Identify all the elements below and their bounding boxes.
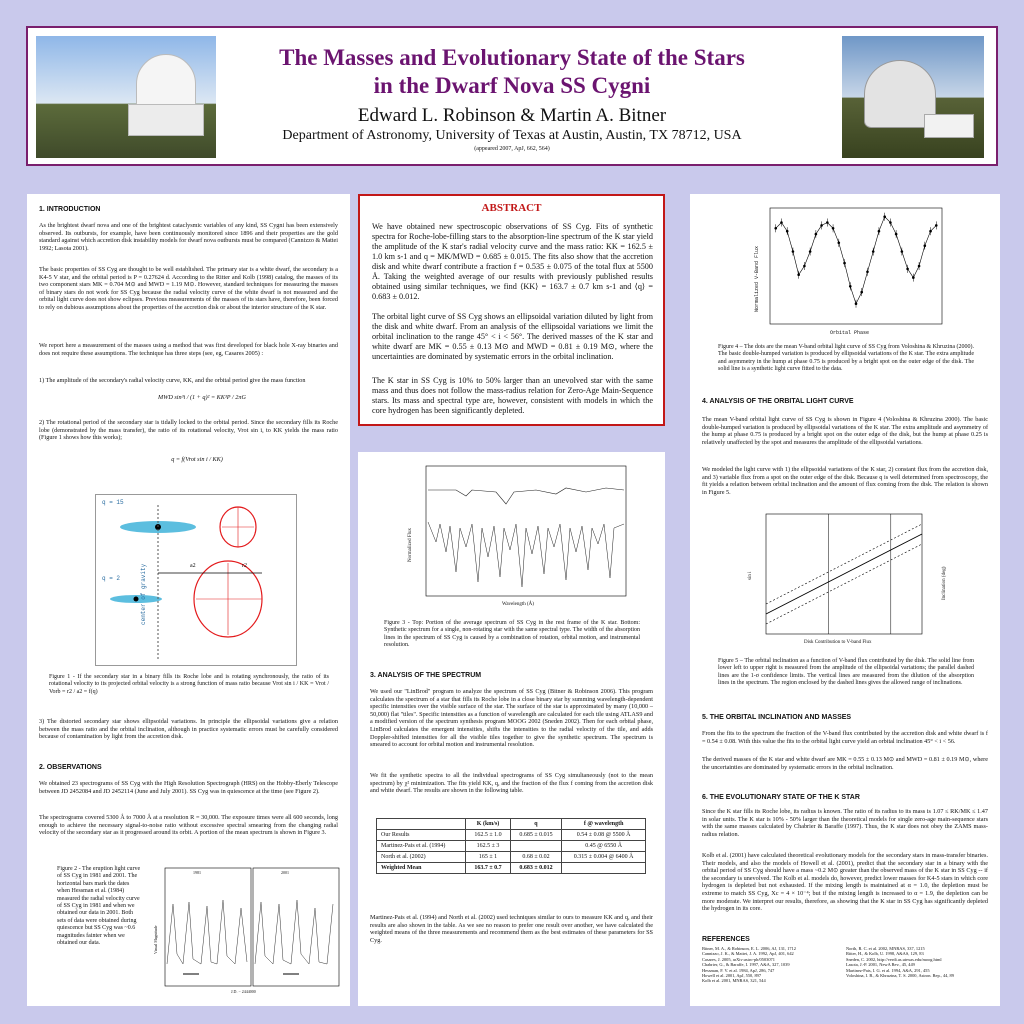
table-row: Our Results 162.5 ± 1.0 0.685 ± 0.015 0.54 ± 0.08 @ 5500 Å: [377, 830, 646, 841]
abstract-paragraph-1: We have obtained new spectroscopic observations of SS Cyg. Fits of synthetic spectra for Roche-lobe-filling stars to the absorption-line spectrum of the K star yield the amplitude of the K star's radial velocity curve and the mass ratio: KK = 162.5 ± 1.0 km s-1 and q = MK/MWD = 0.685 ± 0.015. The fits also show that the accretion disk and white dwarf contribute a fraction f = 0.535 ± 0.075 of the total flux at 5500 Å. Taking the weighted average of our results with previously published results obtained using similar techniques, we find ⟨KK⟩ = 163.7 ± 0.7 km s-1 and ⟨q⟩ = 0.683 ± 0.012.: [372, 222, 653, 301]
fig2-x-axis-label: J.D. − 2444000: [231, 989, 256, 994]
references-heading: REFERENCES: [702, 936, 750, 943]
light-curve-heading: 4. ANALYSIS OF THE ORBITAL LIGHT CURVE: [702, 398, 854, 405]
poster-title-line1: The Masses and Evolutionary State of the Stars: [279, 45, 745, 70]
poster-title-line2: in the Dwarf Nova SS Cygni: [373, 73, 651, 98]
middle-column-panel: [358, 452, 665, 1006]
telescope-photo-right: [842, 36, 984, 158]
fig4-model-curve: [776, 217, 937, 304]
fig4-y-axis-label: Normalized V-Band Flux: [754, 245, 760, 312]
fig4-x-axis-label: Orbital Phase: [830, 330, 870, 336]
reference-item: Bitner, M. A., & Robinson, E. L. 2006, AJ, 131, 1712: [702, 946, 796, 951]
appeared-note: (appeared 2007, ApJ, 662, 564): [474, 146, 550, 152]
fig5-confidence-line: [766, 544, 922, 624]
header-banner: [26, 26, 998, 166]
fig3-x-axis-label: Wavelength (Å): [502, 602, 534, 607]
figure-2-caption: Figure 2 - The eruption light curve of SS Cyg in 1981 and 2001. The horizontal bars mark the dates when Hessman et al. (1984) measured the radial velocity curve of SS Cyg in 1981 and when we obtained our data in 2001. Both sets of data were obtained during quiescence but SS Cyg was ~0.6 magnitudes fainter when we obtained our data.: [57, 866, 141, 947]
table-row: Weighted Mean 163.7 ± 0.7 0.683 ± 0.012: [377, 863, 646, 874]
fig2-y-axis-label: Visual Magnitude: [153, 925, 158, 954]
reference-item: Ritter, H., & Kolb, U. 1998, A&AS, 129, 83: [846, 951, 924, 957]
reference-item: Sneden, C. 2002, http://verdi.as.utexas.edu/moog.html: [846, 956, 942, 962]
evolution-paragraph-2: Kolb et al. (2001) have calculated theoretical evolutionary models for the secondary stars in mass-transfer binaries. Their models, and also the models of Howell et al. (2001), predict that the secondary star in a binary with the orbital period of SS Cyg should have a mass ~0.2 M⊙ greater than the observed mass of the K star in SS Cyg -- if the secondary is unevolved. The Kolb et al. models do, however, predict lower masses for K4-5 stars in which core hydrogen is depleted but not exhausted. If the mixing length is maintained at α = 1.0, the depletion must be extreme to match SS Cyg, Xc = 4 × 10⁻⁴; but if the mixing length is increased to α = 1.9, the depletion can be more moderate. We interpret our results, therefore, as showing that the K star in SS Cyg has significantly depleted the hydrogen in its core.: [702, 852, 988, 913]
table-header: q: [510, 819, 562, 830]
reference-item: Hessman, F. V. et al. 1984, ApJ, 286, 747: [702, 967, 775, 973]
fig2-year-2001: 2001: [281, 870, 289, 875]
observations-heading: 2. OBSERVATIONS: [39, 764, 102, 771]
figure-3-caption: Figure 3 - Top: Portion of the average spectrum of SS Cyg in the rest frame of the K star. Bottom: Synthetic spectrum for a single, non-rotating star with the same spectral type. The width of the absorption lines in the spectrum of SS Cyg is caused by a combination of rotation, orbital motion, and instrumental resolution.: [384, 620, 640, 649]
reference-item: Casares, J. 2005, arXiv:astro-ph/0503071: [702, 956, 775, 962]
inclination-figure: [746, 510, 956, 650]
q2-label: q = 2: [102, 575, 121, 582]
reference-item: Howell et al. 2001, ApJ, 550, 897: [702, 973, 762, 979]
fig5-y-axis-left-label: sin i: [748, 571, 753, 580]
roche-lobe-figure: [95, 494, 297, 666]
spectrum-figure: [406, 462, 634, 612]
inclination-heading: 5. THE ORBITAL INCLINATION AND MASSES: [702, 714, 852, 721]
references-column-2: [846, 946, 992, 978]
table-header: [377, 819, 466, 830]
table-header: f @ wavelength: [562, 819, 646, 830]
figure-4-caption: Figure 4 – The dots are the mean V-band orbital light curve of SS Cyg from Voloshina & Khruzina (2000). The basic double-humped variation is produced by ellipsoidal variations of the K star. The extra amplitude and asymmetry in the hump at phase 0.75 is produced by a bright spot on the outer edge of the disk. The solid line is a synthetic light curve fitted to the data.: [718, 344, 974, 373]
abstract-heading: ABSTRACT: [481, 202, 542, 214]
results-table: [376, 818, 646, 874]
abstract-paragraph-2: The orbital light curve of SS Cyg shows an ellipsoidal variation diluted by light from the disk and white dwarf. From an analysis of the ellipsoidal variations we limit the orbital inclination to the range 45° < i < 56°. The derived masses of the K star and white dwarf are MK = 0.55 ± 0.13 M⊙ and MWD = 0.81 ± 0.19 M⊙, where the uncertainties are dominated by systematic errors in the orbital inclination.: [372, 312, 653, 361]
intro-heading: 1. INTRODUCTION: [39, 206, 101, 213]
left-column-panel: [27, 194, 350, 1006]
inclination-paragraph-2: The derived masses of the K star and white dwarf are MK = 0.55 ± 0.13 M⊙ and MWD = 0.81 ± 0.19 M⊙, where the uncertainties are dominated by systematic errors in the orbital inclination.: [702, 756, 988, 771]
reference-item: Kolb et al. 2001, MNRAS, 321, 544: [702, 978, 766, 984]
fig2-year-1981: 1981: [193, 870, 201, 875]
observations-paragraph-2: The spectrograms covered 5300 Å to 7000 Å at a resolution R = 30,000. The exposure times were all 600 seconds, long enough to achieve the necessary signal-to-noise ratio without excessive spectral smearing from the changing radial velocity of the secondary star as it progressed around its orbit. A portion of the mean spectrum is shown in Figure 3.: [39, 814, 338, 837]
department: Department of Astronomy, University of Texas at Austin, Austin, TX 78712, USA: [282, 128, 742, 143]
orbital-light-curve-figure: [750, 202, 950, 342]
fig5-plot: [746, 510, 956, 650]
observations-paragraph-1: We obtained 23 spectrograms of SS Cyg with the High Resolution Spectrograph (HRS) on the Hobby-Eberly Telescope between JD 2452084 and JD 2452114 (June and July 2001). SS Cyg was in quiescence at the time (see Figure 2).: [39, 780, 338, 795]
reference-item: Cannizzo, J. K., & Mattei, J. A. 1992, ApJ, 401, 642: [702, 951, 794, 957]
fig4-plot: [750, 202, 950, 342]
authors: Edward L. Robinson & Martin A. Bitner: [357, 105, 667, 126]
mass-function-equation: MWD sin³i / (1 + q)² = KK³P / 2πG: [158, 394, 246, 401]
intro-paragraph-4: 1) The amplitude of the secondary's radial velocity curve, KK, and the orbital period give the mass function: [39, 377, 306, 384]
center-of-gravity-label: center of gravity: [140, 563, 147, 625]
evolution-heading: 6. THE EVOLUTIONARY STATE OF THE K STAR: [702, 794, 860, 801]
table-row: North et al. (2002) 165 ± 1 0.68 ± 0.02 0.315 ± 0.004 @ 6400 Å: [377, 852, 646, 863]
spectrum-analysis-paragraph-1: We used our "LinBrod" program to analyze the spectrum of SS Cyg (Bitner & Robinson 2006). This program calculates the spectrum of a star that fills its Roche lobe in a close binary star by summing wavelength-dependent specific intensities over the visible surface of the star. The surface of the star is approximated by many (10,000 – 50,000) flat "tiles". Specific intensities as a function of wavelength are calculated for each tile using ATLAS9 and a modified version of the spectrum synthesis program MOOG 2002 (Sneden 2002). Then for each orbital phase, LinBrod calculates the emergent intensities, shifts the intensities to the radial velocity of the tile, and adds Doppler-shifted intensities for all the visible tiles together to give the synthetic spectrum. The spectrum is smeared to account for orbital motion and instrumental resolution.: [370, 688, 653, 749]
fig5-x-axis-label: Disk Contribution to V-band Flux: [804, 640, 872, 645]
inclination-paragraph-1: From the fits to the spectrum the fraction of the V-band flux contributed by the accretion disk and white dwarf is f = 0.54 ± 0.08. With this value the fits to the orbital light curve yield an orbital inclination 45° < i < 56.: [702, 730, 988, 745]
a2-label: a2: [190, 563, 196, 569]
light-curve-paragraph-2: We modeled the light curve with 1) the ellipsoidal variations of the K star, 2) constant flux from the accretion disk, and 3) variable flux from a spot on the outer edge of the disk. Because q is well determined from spectroscopy, the fit yields a relation between orbital inclination and the amount of flux coming from the disk. The relation is shown in Figure 5.: [702, 466, 988, 496]
r2-label: r2: [242, 563, 247, 569]
intro-paragraph-2: The basic properties of SS Cyg are thought to be well established. The primary star is a white dwarf, the secondary is a K4-5 V star, and the orbital period is P = 0.27624 d. According to the Ritter and Kolb (1998) catalog, the masses of its two component stars MK = 0.704 M⊙ and MWD = 1.19 M⊙. However, standard techniques for measuring the masses of binary stars do not work for SS Cyg because the radial velocity curve of the white dwarf is not measured and the orbital light curve does not show eclipses. Previous measurements of the masses of its stars have, therefore, been forced to rely on dubious assumptions about the properties of the accretion disk or about the interior structure of the K star.: [39, 266, 338, 311]
spectrum-analysis-paragraph-2: We fit the synthetic spectra to all the individual spectrograms of SS Cyg simultaneously (not to the mean spectrum) by χ² minimization. The fits yield KK, q, and the fraction of the flux f coming from the accretion disk and white dwarf. The results are shown in the following table.: [370, 772, 653, 795]
light-curve-figure: [153, 864, 343, 998]
intro-paragraph-5: 2) The rotational period of the secondary star is tidally locked to the orbital period. Since the secondary fills its Roche lobe (demonstrated by the mass transfer), the ratio of its rotational velocity, Vrot sin i, to KK yields the mass ratio (Figure 1 shows how this works);: [39, 419, 338, 442]
references-column-1: [702, 946, 842, 984]
evolution-paragraph-1: Since the K star fills its Roche lobe, its radius is known. The ratio of its radius to its mass is 1.07 ≤ RK/MK ≤ 1.47 in solar units. The K star is 10% - 50% larger than the theoretical models for single zero-age main-sequence stars with the same masses calculated by Chabrier & Baraffe (1997). Thus, the K star does not obey the ZAMS mass-radius relation.: [702, 808, 988, 838]
fig5-y-axis-right-label: Inclination (deg): [942, 566, 947, 600]
intro-paragraph-6: 3) The distorted secondary star shows ellipsoidal variations. In principle the ellipsoidal variations give a relation between the mass ratio and the orbital inclination, although in practice systematic errors must be carefully considered because of contamination by light from the accretion disk.: [39, 718, 338, 741]
reference-item: North, R. C. et al. 2002, MNRAS, 337, 1215: [846, 946, 925, 951]
light-curve-paragraph-1: The mean V-band orbital light curve of SS Cyg is shown in Figure 4 (Voloshina & Khruzina 2000). The basic double-humped variation is produced by ellipsoidal variations of the K star. The extra amplitude and asymmetry of the hump at phase 0.75 is produced by a bright spot on the outer edge of the disk, but the hump at phase 0.25 is relatively unaffected by the spot and measures the amplitude of the ellipsoidal variations.: [702, 416, 988, 446]
table-row: Martinez-Pais et al. (1994) 162.5 ± 3 0.45 @ 6550 Å: [377, 841, 646, 852]
abstract-paragraph-3: The K star in SS Cyg is 10% to 50% larger than an unevolved star with the same mass and thus does not follow the mass-radius relation for Zero-Age Main-Sequence stars. Its mass and spectral type are, however, consistent with models in which the core hydrogen has been significantly depleted.: [372, 376, 653, 415]
intro-paragraph-1: As the brightest dwarf nova and one of the brightest cataclysmic variables of any kind, SS Cygni has been extensively observed. Its outbursts, for example, have been continuously monitored since 1896 and their properties are the gold standard against which accretion disk instability models for dwarf nova outbursts must be compared (Cannizzo & Mattei 1992; Lasota 2001).: [39, 222, 338, 252]
reference-item: Martinez-Pais, I. G. et al. 1994, A&A, 291, 455: [846, 967, 930, 973]
reference-item: Voloshina, I. B., & Khruzina, T. S. 2000, Astron. Rep., 44, 89: [846, 973, 954, 979]
intro-paragraph-3: We report here a measurement of the masses using a method that was first developed for black hole X-ray binaries and does not require these assumptions. The technique has three steps (see, eg, Casares 2005) :: [39, 342, 338, 357]
abstract-panel: [358, 194, 665, 426]
figure-1-caption: Figure 1 - If the secondary star in a binary fills its Roche lobe and is rotating synchronously, the ratio of its rotational velocity to its projected orbital velocity is a strong function of mass ratio because Vrot sin i / KK = Vrot / Vorb = r2 / a2 = f(q): [49, 674, 329, 695]
fig5-best-fit-line: [766, 534, 922, 614]
table-header: K (km/s): [466, 819, 510, 830]
spectrum-analysis-paragraph-3: Martinez-Pais et al. (1994) and North et al. (2002) used techniques similar to ours to measure KK and q, and their results are also shown in the table. As we see no reason to prefer one result over another, we have calculated the weighted means of the three measurements and recommend them as the best estimates of these parameters for SS Cyg.: [370, 914, 653, 944]
mass-ratio-equation: q = f(Vrot sin i / KK): [171, 456, 223, 463]
reference-item: Lasota, J.-P. 2001, NewA Rev., 45, 449: [846, 962, 915, 968]
reference-item: Chabrier, G., & Baraffe, I. 1997, A&A, 327, 1039: [702, 962, 790, 968]
q15-label: q = 15: [102, 499, 124, 506]
fig5-confidence-line: [766, 524, 922, 604]
fig3-y-axis-label: Normalized Flux: [408, 527, 413, 562]
right-column-panel: [690, 194, 1000, 1006]
spectrum-analysis-heading: 3. ANALYSIS OF THE SPECTRUM: [370, 672, 482, 679]
figure-5-caption: Figure 5 – The orbital inclination as a function of V-band flux contributed by the disk. The solid line from lower left to upper right is measured from the amplitude of the ellipsoidal variations; the parallel dashed lines are the 1-σ confidence limits. The vertical lines are measured from the dilution of the absorption lines in the spectrum. The region enclosed by the dashed lines gives the allowed range of inclinations.: [718, 658, 974, 687]
